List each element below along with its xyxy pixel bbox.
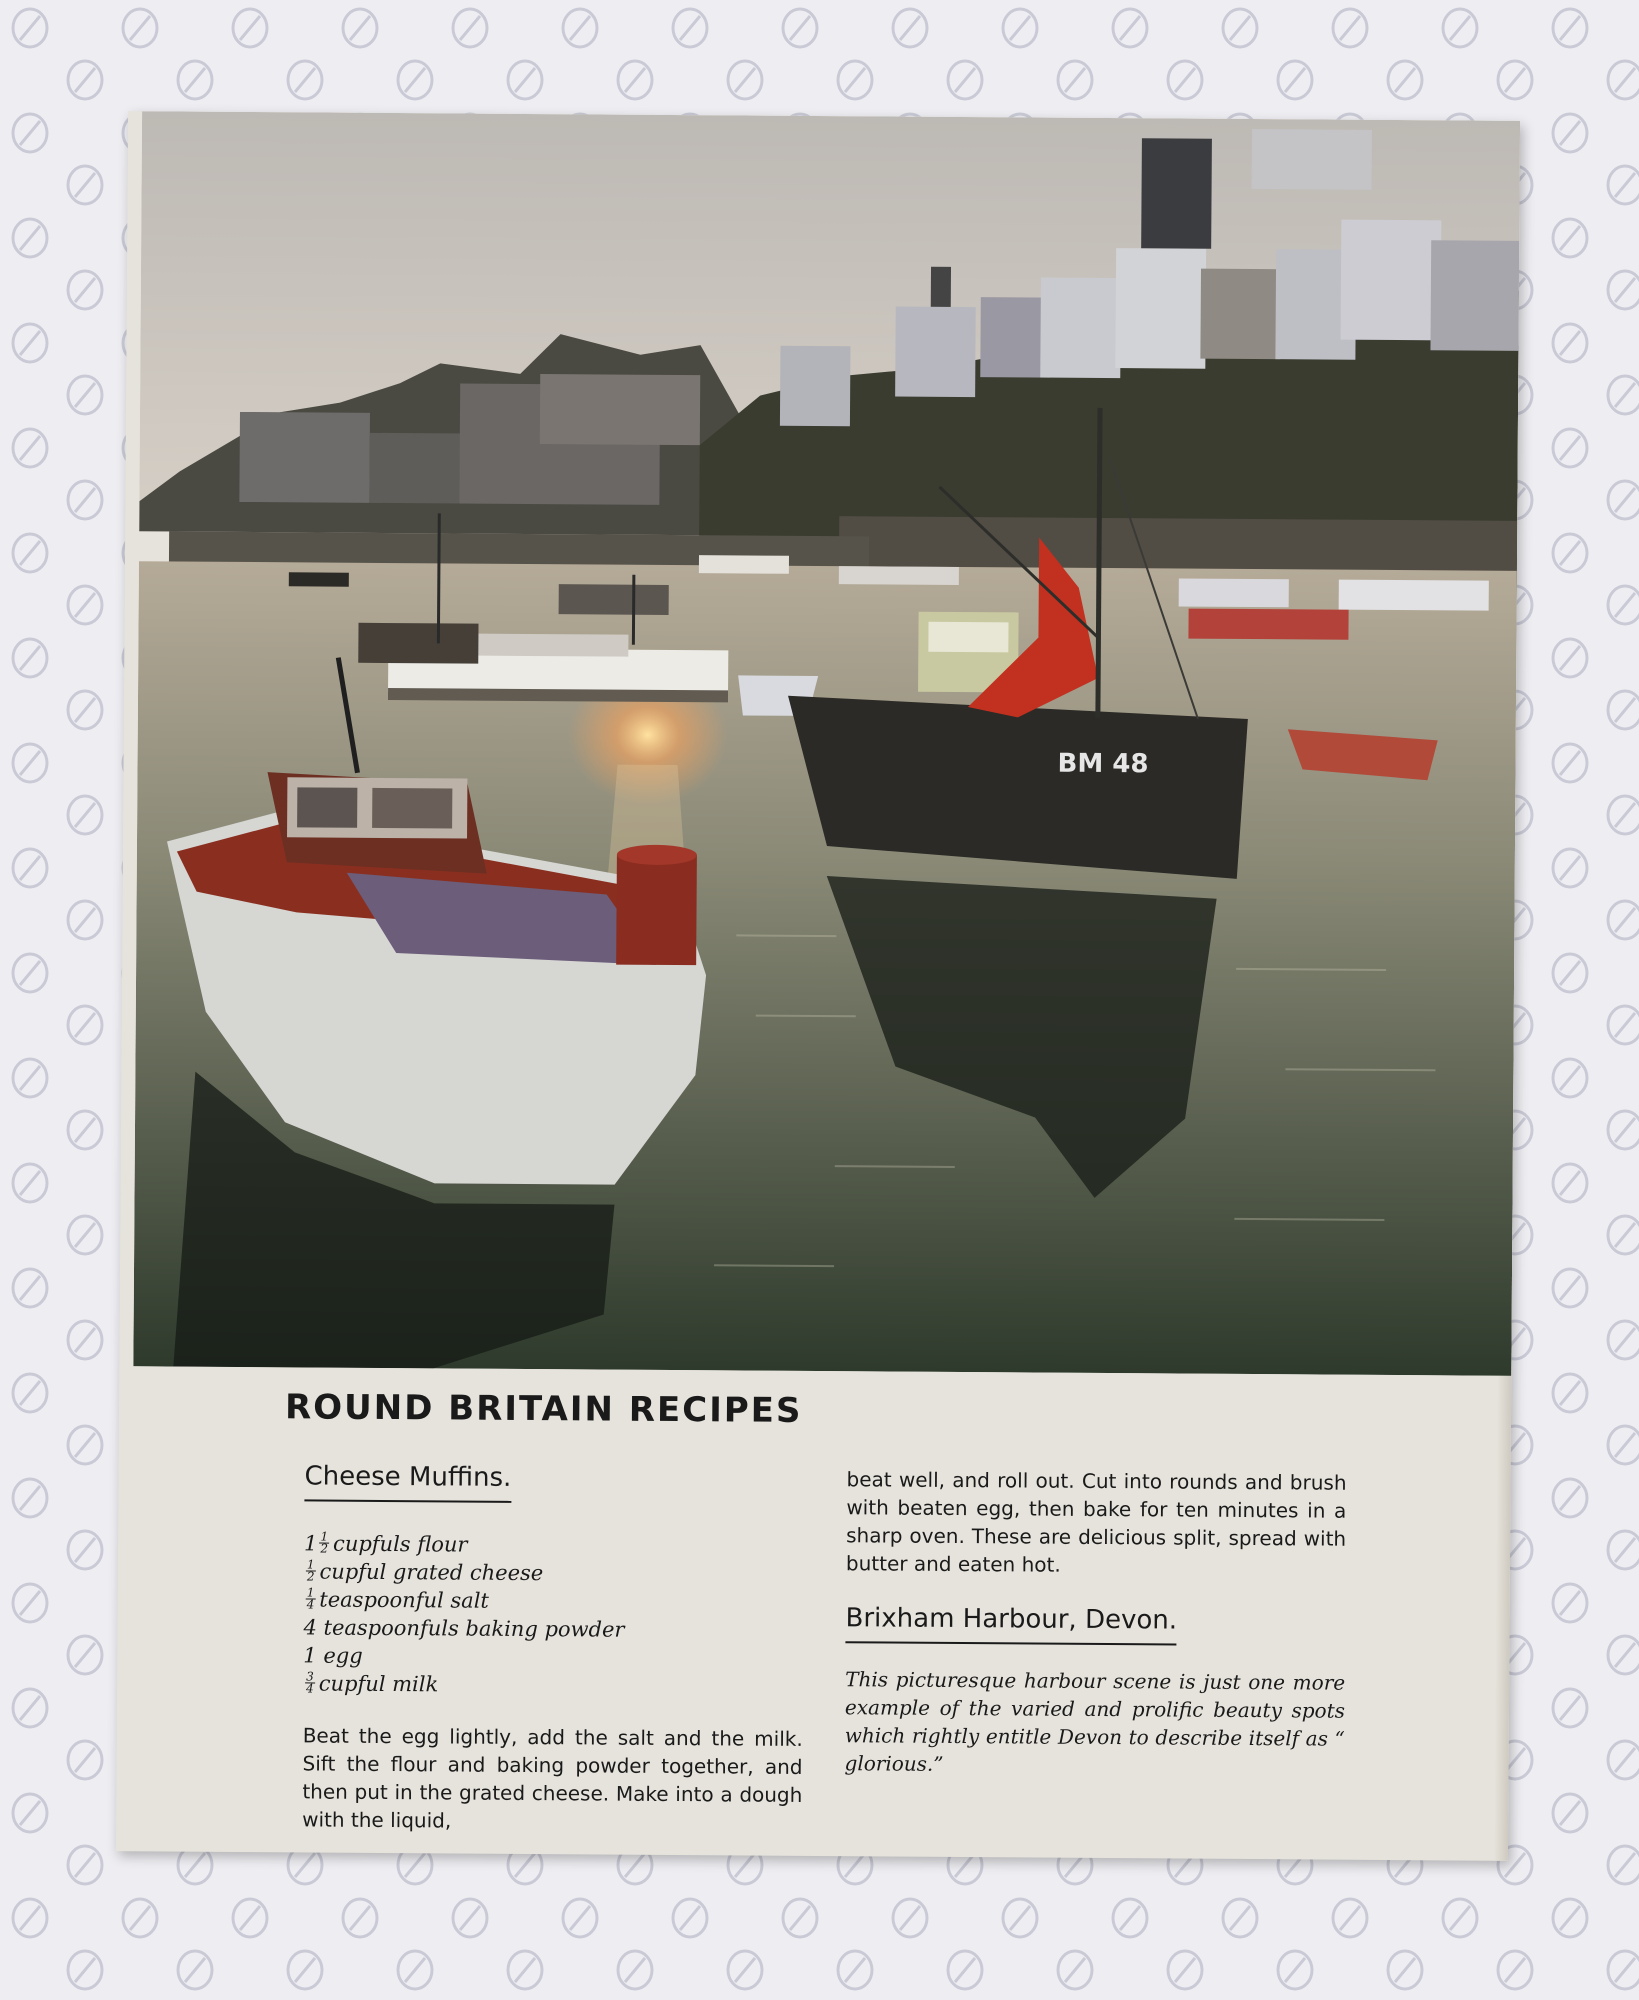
ingredient-item: $\frac{1}{2}$ cupful grated cheese bbox=[306, 1557, 544, 1586]
ingredient-list bbox=[303, 1529, 804, 1700]
recipe-heading: Cheese Muffins. bbox=[304, 1461, 511, 1502]
ingredient-item: 4 teaspoonfuls baking powder bbox=[303, 1615, 625, 1642]
boat-registration: BM 48 bbox=[1057, 748, 1149, 780]
right-column bbox=[844, 1465, 1346, 1780]
page-title: ROUND BRITAIN RECIPES bbox=[284, 1387, 803, 1431]
harbour-photo bbox=[133, 111, 1520, 1376]
photo-caption-text: This picturesque harbour scene is just one more example of the varied and prolific beauty spots which rightly entitle Devon to describe itself as “ glorious.” bbox=[844, 1667, 1346, 1776]
method-text-part1: Beat the egg lightly, add the salt and the milk. Sift the flour and baking powder together, and then put in the grated cheese. Make into a dough with the liquid, bbox=[302, 1723, 803, 1833]
ingredient-item: 1 $\frac{1}{2}$ cupfuls flour bbox=[304, 1529, 468, 1557]
ingredient-item: 1 egg bbox=[303, 1643, 363, 1668]
photo-caption-heading: Brixham Harbour, Devon. bbox=[845, 1603, 1177, 1645]
method-text-part2: beat well, and roll out. Cut into rounds and brush with beaten egg, then bake for ten minutes in a sharp oven. These are delicious split, spread with butter and eaten hot. bbox=[845, 1467, 1347, 1577]
left-column bbox=[302, 1461, 805, 1836]
recipe-text-area bbox=[116, 1366, 1511, 1861]
ingredient-item: $\frac{1}{4}$ teaspoonful salt bbox=[306, 1585, 489, 1613]
ingredient-item: $\frac{3}{4}$ cupful milk bbox=[306, 1669, 439, 1697]
booklet-back-cover bbox=[116, 111, 1520, 1861]
